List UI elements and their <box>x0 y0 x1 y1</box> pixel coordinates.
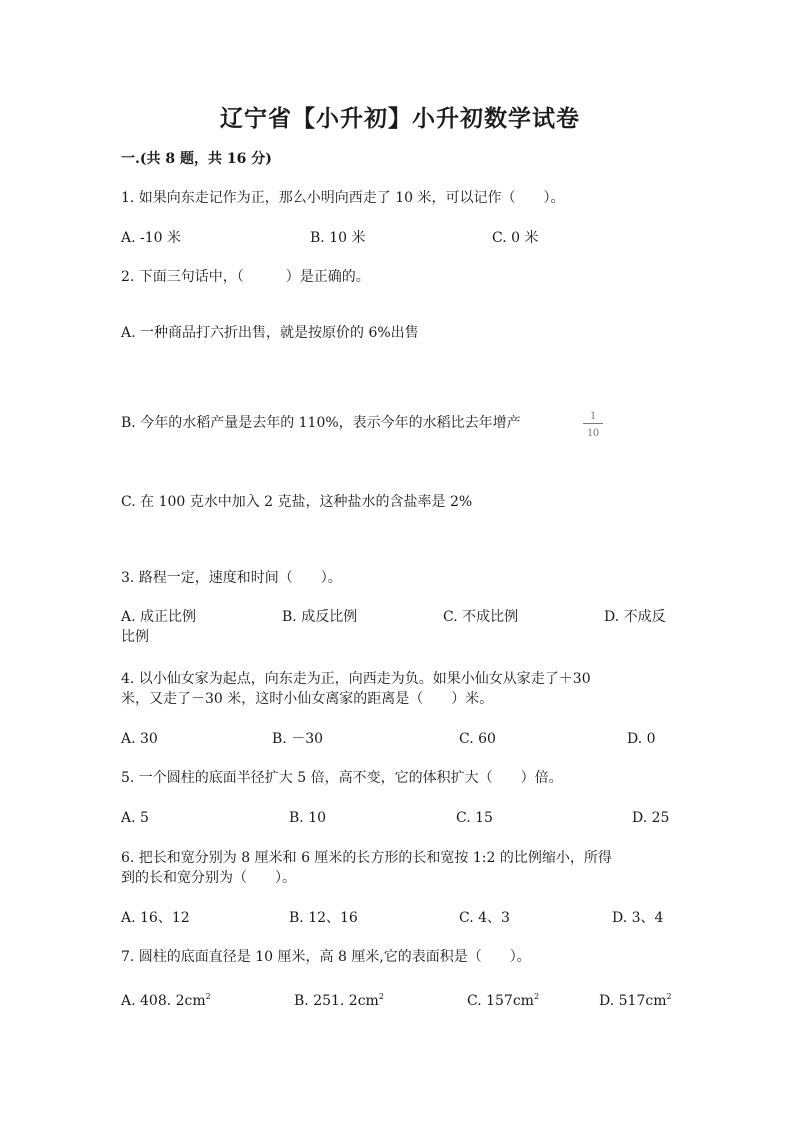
question-1-stem: 1. 如果向东走记作为正，那么小明向西走了 10 米，可以记作（ ）。 <box>121 190 565 206</box>
fraction-one-tenth <box>583 408 603 439</box>
question-3-option-a: A. 成正比例 <box>121 609 197 625</box>
page-title: 辽宁省【小升初】小升初数学试卷 <box>220 105 580 132</box>
question-2-stem: 2. 下面三句话中，（ ）是正确的。 <box>121 269 370 285</box>
question-4-option-c: C. 60 <box>459 731 496 747</box>
question-6-option-a: A. 16、12 <box>121 910 190 926</box>
fraction-denominator: 10 <box>587 425 599 439</box>
question-6-stem-line-1: 6. 把长和宽分别为 8 厘米和 6 厘米的长方形的长和宽按 1:2 的比例缩小，所得 <box>121 850 612 866</box>
question-3-option-b: B. 成反比例 <box>282 609 358 625</box>
question-6-option-b: B. 12、16 <box>289 910 358 926</box>
question-4-stem-line-1: 4. 以小仙女家为起点，向东走为正，向西走为负。如果小仙女从家走了＋30 <box>121 671 591 687</box>
fraction-bar <box>583 423 603 424</box>
question-4-option-a: A. 30 <box>121 731 158 747</box>
fraction-numerator: 1 <box>590 408 596 422</box>
question-1-option-a: A. -10 米 <box>121 230 182 246</box>
question-6-option-c: C. 4、3 <box>459 910 510 926</box>
question-6-stem-line-2: 到的长和宽分别为（ ）。 <box>121 870 296 886</box>
question-5-option-a: A. 5 <box>121 810 149 826</box>
question-7-option-a-text: A. 408. 2cm <box>121 993 206 1009</box>
unit-superscript: 2 <box>533 992 540 1001</box>
question-1-option-b: B. 10 米 <box>310 230 366 246</box>
question-3-option-c: C. 不成比例 <box>443 609 519 625</box>
question-1-option-c: C. 0 米 <box>492 230 539 246</box>
question-5-option-d: D. 25 <box>632 810 670 826</box>
question-7-option-b-text: B. 251. 2cm <box>294 993 379 1009</box>
unit-superscript: 2 <box>666 992 672 1001</box>
question-7-option-b <box>294 988 384 1010</box>
section-heading: 一.(共 8 题，共 16 分) <box>121 151 272 167</box>
question-2-option-b: B. 今年的水稻产量是去年的 110%，表示今年的水稻比去年增产 <box>121 415 521 431</box>
question-4-option-d: D. 0 <box>627 731 656 747</box>
question-5-option-b: B. 10 <box>289 810 327 826</box>
question-2-option-a: A. 一种商品打六折出售，就是按原价的 6%出售 <box>121 325 419 341</box>
question-7-option-c <box>467 988 539 1010</box>
question-3-option-d-wrap: 比例 <box>121 629 149 645</box>
question-5-option-c: C. 15 <box>456 810 493 826</box>
question-4-option-b: B. －30 <box>272 731 324 747</box>
question-7-option-d <box>599 988 672 1010</box>
question-7-stem: 7. 圆柱的底面直径是 10 厘米，高 8 厘米,它的表面积是（ ）。 <box>121 949 531 965</box>
question-6-option-d: D. 3、4 <box>612 910 664 926</box>
question-7-option-d-text: D. 517cm <box>599 993 667 1009</box>
question-3-stem: 3. 路程一定，速度和时间（ ）。 <box>121 570 342 586</box>
question-7-option-a <box>121 988 211 1010</box>
question-7-option-c-text: C. 157cm <box>467 993 534 1009</box>
question-5-stem: 5. 一个圆柱的底面半径扩大 5 倍，高不变，它的体积扩大（ ）倍。 <box>121 770 563 786</box>
unit-superscript: 2 <box>378 992 384 1001</box>
question-3-option-d: D. 不成反 <box>604 609 666 625</box>
question-4-stem-line-2: 米，又走了－30 米，这时小仙女离家的距离是（ ）米。 <box>121 691 494 707</box>
question-2-option-c: C. 在 100 克水中加入 2 克盐，这种盐水的含盐率是 2% <box>121 494 473 510</box>
unit-superscript: 2 <box>205 992 211 1001</box>
